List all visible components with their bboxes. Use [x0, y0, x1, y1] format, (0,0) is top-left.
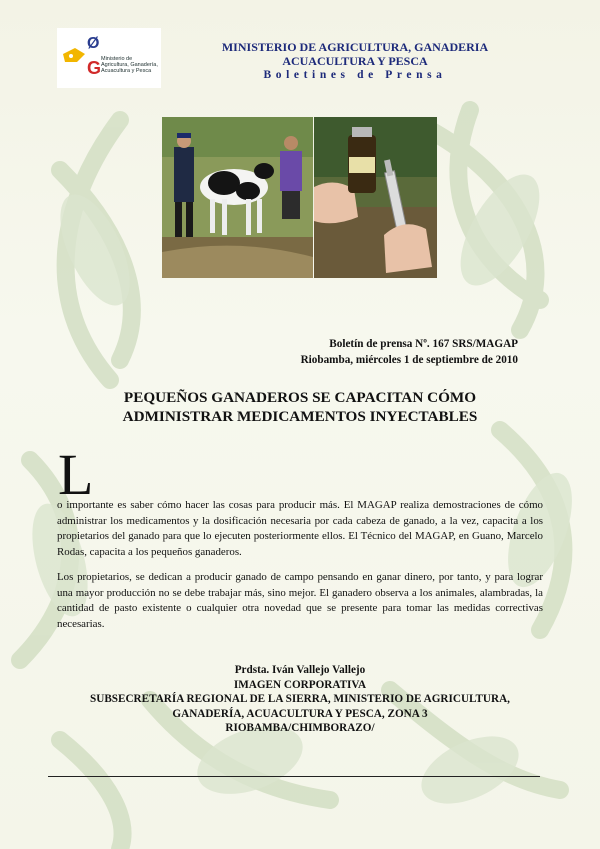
bulletin-number: Boletín de prensa Nº. 167 SRS/MAGAP: [329, 338, 518, 350]
org-line-2: GANADERÍA, ACUACULTURA Y PESCA, ZONA 3: [172, 707, 428, 720]
logo-caption-line: Acuacultura y Pesca: [101, 68, 152, 74]
org-line-1: SUBSECRETARÍA REGIONAL DE LA SIERRA, MINISTERIO DE AGRICULTURA,: [90, 693, 510, 706]
photo-vet-with-calf: [162, 117, 313, 278]
ministry-name-line2: ACUACULTURA Y PESCA: [282, 54, 428, 68]
author-name: Prdsta. Iván Vallejo Vallejo: [234, 664, 366, 676]
body-paragraph-2: Los propietarios, se dedican a producir ganado de campo pensando en ganar dinero, por tanto, y para lograr una mayor producción no se debe trabajar más, sino mejor. El ganadero observa a los animales, alambradas, la cantidad de pasto existente o cualquier otra novedad que se presente para tomar las medidas correctivas necesarias.: [57, 571, 543, 630]
signature-block: [40, 663, 560, 736]
photo-injection-bottle: [314, 117, 437, 278]
headline: [60, 388, 540, 426]
svg-text:Ø: Ø: [87, 35, 100, 52]
body-paragraph-1: o importante es saber cómo hacer las cosas para producir más. El MAGAP realiza demostraciones de cómo administrar los medicamentos y la dosificación necesaria por cada cabeza de ganado, a la vez, capacita a los propietarios del ganado para que lo ejecuten posteriormente ellos. El Técnico del MAGAP, en Guano, Marcelo Rodas, capacita a los pequeños ganaderos.: [57, 499, 543, 558]
logo-caption-line: Agricultura, Ganadería,: [101, 62, 158, 68]
press-bulletins-label: Boletines de Prensa: [263, 69, 447, 81]
ministry-header: [190, 40, 520, 82]
ministry-name-line1: MINISTERIO DE AGRICULTURA, GANADERIA: [221, 40, 489, 54]
logo-caption-line: Ministerio de: [101, 56, 133, 62]
drop-cap: L: [58, 442, 94, 507]
author-unit: IMAGEN CORPORATIVA: [233, 678, 367, 691]
headline-line2: ADMINISTRAR MEDICAMENTOS INYECTABLES: [122, 408, 478, 425]
bulletin-meta: [301, 336, 518, 368]
headline-line1: PEQUEÑOS GANADEROS SE CAPACITAN CÓMO: [123, 389, 477, 406]
logo-caption: [101, 56, 158, 74]
footer-divider: [48, 776, 540, 777]
injection-photo-icon: [314, 117, 437, 278]
calf-photo-icon: [162, 117, 313, 278]
svg-text:G: G: [87, 58, 102, 78]
org-location: RIOBAMBA/CHIMBORAZO/: [225, 722, 375, 735]
ministry-logo: [57, 28, 161, 88]
bulletin-place-date: Riobamba, miércoles 1 de septiembre de 2010: [300, 354, 518, 366]
